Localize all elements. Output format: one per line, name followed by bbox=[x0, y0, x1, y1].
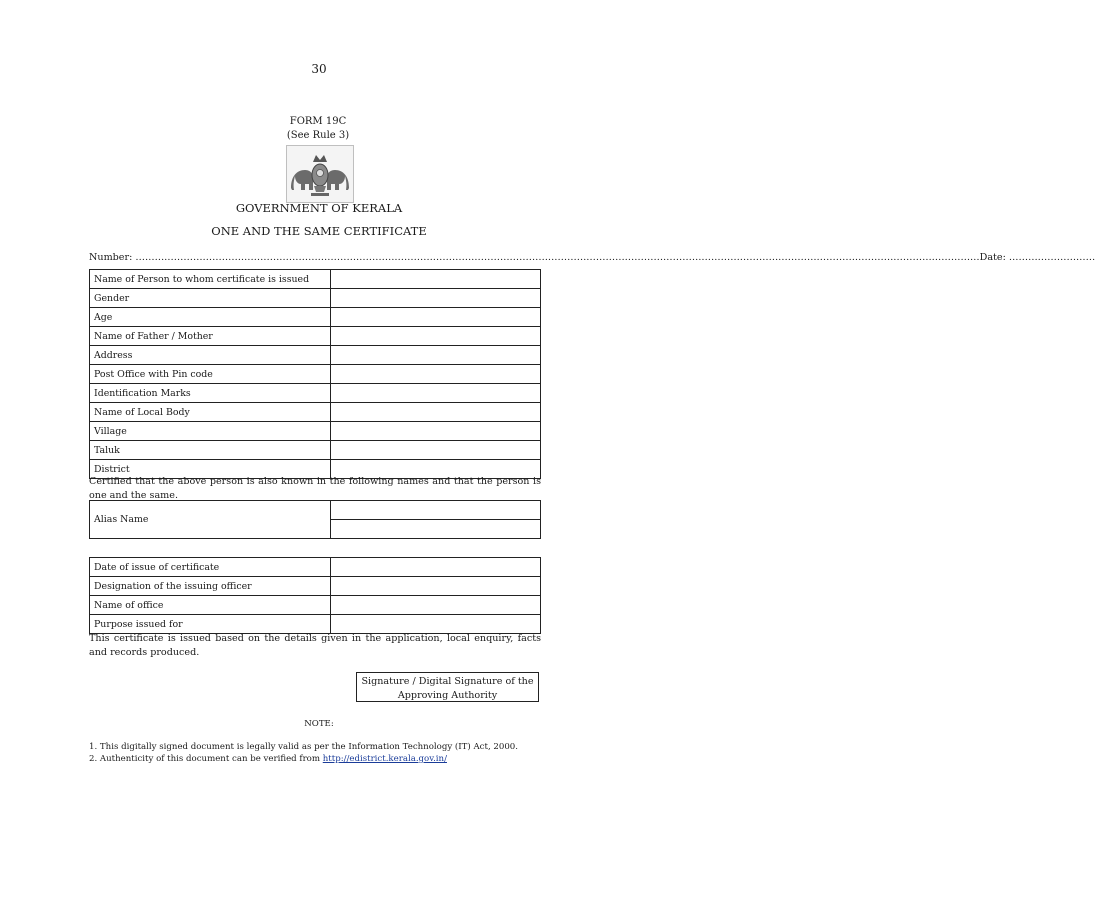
table-row bbox=[90, 365, 541, 384]
government-title: GOVERNMENT OF KERALA bbox=[235, 201, 403, 215]
note-title: NOTE: bbox=[304, 719, 334, 729]
row-value bbox=[331, 615, 541, 634]
row-value bbox=[331, 289, 541, 308]
table-row bbox=[90, 270, 541, 289]
form-header bbox=[270, 115, 366, 143]
table-row bbox=[90, 501, 541, 520]
row-label: Date of issue of certificate bbox=[90, 558, 331, 577]
edistrict-link[interactable]: http://edistrict.kerala.gov.in/ bbox=[322, 754, 447, 764]
row-label: Gender bbox=[90, 289, 331, 308]
row-label: Name of Father / Mother bbox=[90, 327, 331, 346]
signature-line-2: Approving Authority bbox=[397, 690, 498, 701]
alias-value bbox=[331, 520, 541, 539]
table-row bbox=[90, 308, 541, 327]
table-row bbox=[90, 596, 541, 615]
number-label: Number: bbox=[89, 252, 133, 263]
row-label: Age bbox=[90, 308, 331, 327]
row-value bbox=[331, 270, 541, 289]
certified-statement: Certified that the above person is also known in the following names and that the person is one and the same. bbox=[89, 476, 541, 501]
row-label: Address bbox=[90, 346, 331, 365]
row-label: Designation of the issuing officer bbox=[90, 577, 331, 596]
row-label: Identification Marks bbox=[90, 384, 331, 403]
table-row bbox=[90, 615, 541, 634]
form-code: FORM 19C bbox=[289, 116, 347, 127]
row-value bbox=[331, 346, 541, 365]
table-row bbox=[90, 558, 541, 577]
note-1: 1. This digitally signed document is legally valid as per the Information Technology (IT) Act, 2000. bbox=[89, 742, 519, 752]
signature-box bbox=[356, 672, 539, 702]
row-value bbox=[331, 422, 541, 441]
row-label: Village bbox=[90, 422, 331, 441]
row-value bbox=[331, 596, 541, 615]
row-value bbox=[331, 308, 541, 327]
table-row bbox=[90, 327, 541, 346]
row-label: Purpose issued for bbox=[90, 615, 331, 634]
page-number: 30 bbox=[311, 62, 327, 76]
notes-section bbox=[89, 741, 549, 765]
basis-statement: This certificate is issued based on the details given in the application, local enquiry, facts and records produced. bbox=[89, 633, 541, 658]
alias-value bbox=[331, 501, 541, 520]
row-label: District bbox=[90, 460, 331, 479]
alias-table bbox=[89, 500, 541, 539]
note-2-text: 2. Authenticity of this document can be verified from bbox=[89, 754, 323, 764]
table-row bbox=[90, 289, 541, 308]
row-label: Name of office bbox=[90, 596, 331, 615]
row-value bbox=[331, 365, 541, 384]
issue-details-table bbox=[89, 557, 541, 634]
row-label: Name of Person to whom certificate is issued bbox=[90, 270, 331, 289]
row-value bbox=[331, 384, 541, 403]
row-label: Taluk bbox=[90, 441, 331, 460]
row-value bbox=[331, 403, 541, 422]
person-details-table bbox=[89, 269, 541, 479]
table-row bbox=[90, 384, 541, 403]
kerala-emblem-icon bbox=[286, 145, 354, 203]
row-value bbox=[331, 577, 541, 596]
table-row bbox=[90, 422, 541, 441]
date-label: Date: bbox=[979, 252, 1006, 263]
table-row bbox=[90, 403, 541, 422]
table-row bbox=[90, 441, 541, 460]
certificate-title: ONE AND THE SAME CERTIFICATE bbox=[211, 224, 427, 238]
row-value bbox=[331, 327, 541, 346]
row-value bbox=[331, 441, 541, 460]
row-label: Name of Local Body bbox=[90, 403, 331, 422]
row-label: Post Office with Pin code bbox=[90, 365, 331, 384]
date-field: ……………………… bbox=[1008, 252, 1095, 263]
number-field: ………………………………………………………………………………………………………………………………………………………………………………………………………………………………………… bbox=[135, 252, 980, 263]
number-date-line bbox=[89, 252, 1095, 263]
alias-label: Alias Name bbox=[90, 501, 331, 539]
row-value bbox=[331, 558, 541, 577]
note-2 bbox=[89, 753, 549, 765]
table-row bbox=[90, 346, 541, 365]
table-row bbox=[90, 577, 541, 596]
form-rule: (See Rule 3) bbox=[286, 130, 350, 141]
signature-line-1: Signature / Digital Signature of the bbox=[361, 676, 534, 687]
